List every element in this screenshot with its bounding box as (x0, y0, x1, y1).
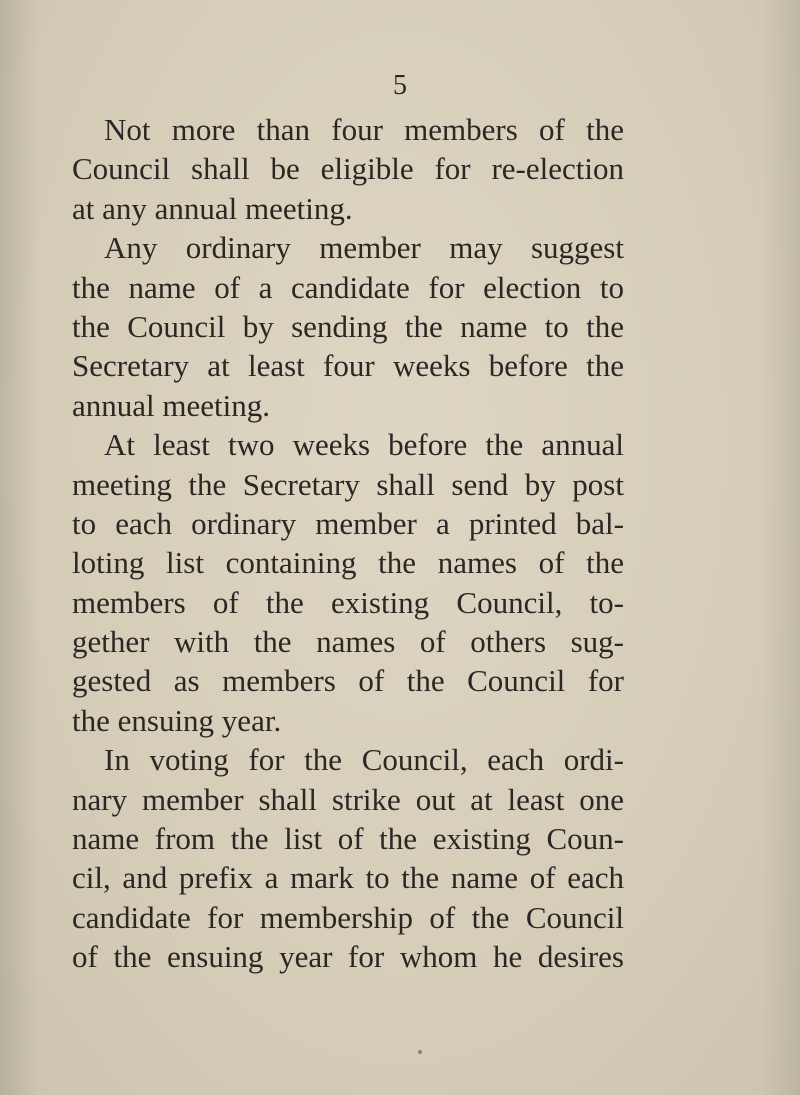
text-line: to each ordinary member a printed bal- (72, 505, 624, 541)
text-line: of the ensuing year for whom he desires (72, 939, 624, 975)
text-line: the name of a candidate for election to (72, 269, 624, 305)
text-line: gested as members of the Council for (72, 663, 624, 699)
text-line: cil, and prefix a mark to the name of each (72, 860, 624, 896)
text-line: at any annual meeting. (72, 190, 353, 226)
text-line: At least two weeks before the annual (104, 427, 624, 463)
text-line: the Council by sending the name to the (72, 308, 624, 344)
text-line: meeting the Secretary shall send by post (72, 466, 624, 502)
text-line: name from the list of the existing Coun- (72, 821, 624, 857)
text-line: gether with the names of others sug- (72, 624, 624, 660)
text-line: annual meeting. (72, 387, 270, 423)
ink-speck (418, 1050, 422, 1054)
text-line: Not more than four members of the (104, 112, 624, 147)
text-line: In voting for the Council, each ordi- (104, 742, 624, 778)
text-line: Any ordinary member may suggest (104, 230, 624, 266)
text-line: nary member shall strike out at least one (72, 781, 624, 817)
text-line: Council shall be eligible for re-election (72, 151, 624, 187)
text-line: Secretary at least four weeks before the (72, 348, 624, 384)
text-line: members of the existing Council, to- (72, 584, 624, 620)
body-text (72, 110, 624, 977)
text-line: loting list containing the names of the (72, 545, 624, 581)
page-number: 5 (393, 70, 407, 101)
text-line: the ensuing year. (72, 702, 282, 738)
text-line: candidate for membership of the Council (72, 899, 624, 935)
